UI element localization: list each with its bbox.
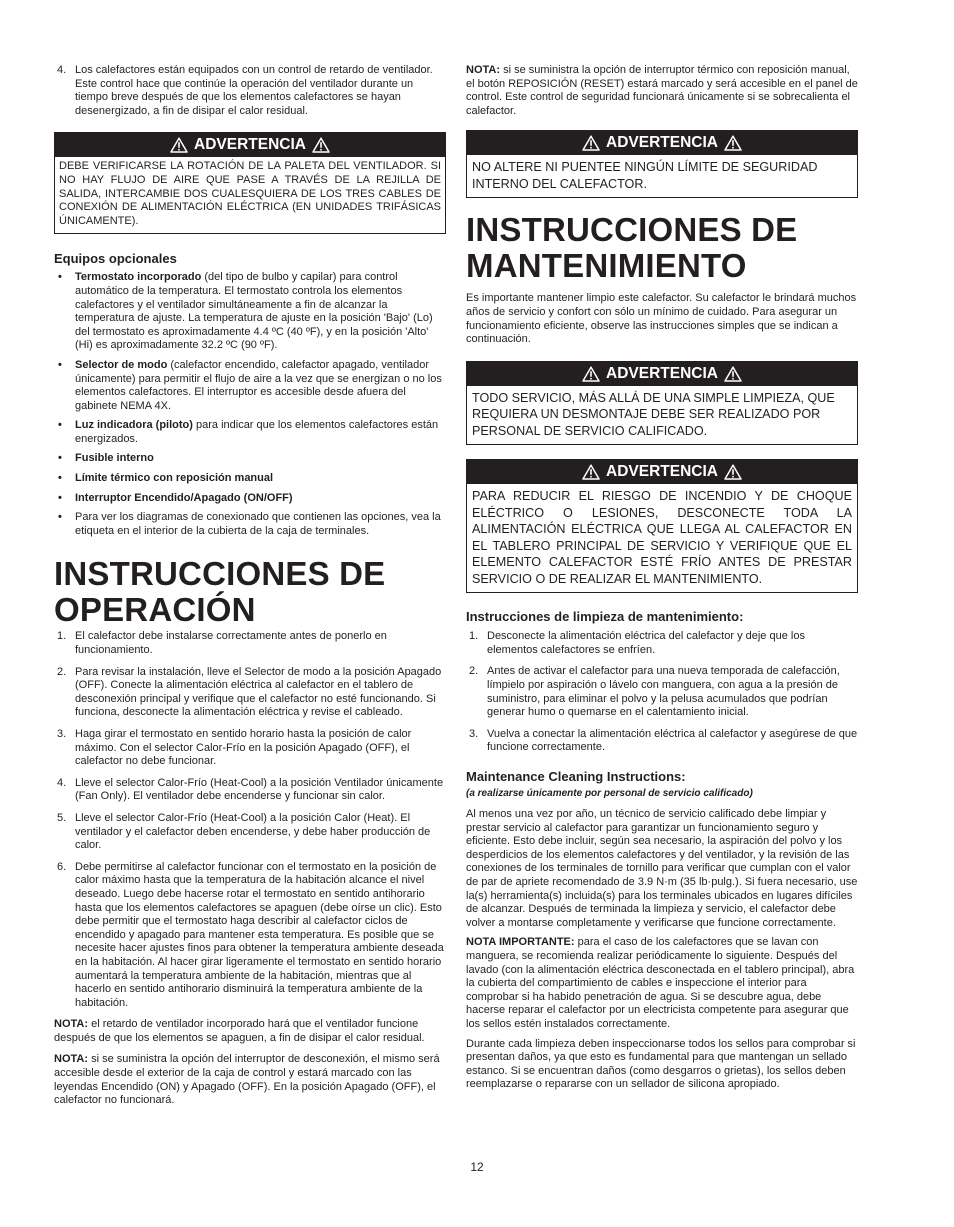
list-number: 4. [57, 776, 67, 789]
warning-triangle-icon [582, 135, 600, 151]
important-note: NOTA IMPORTANTE: para el caso de los calefactores que se lavan con manguera, se recomienda realizar periódicamente lo siguiente. Después del lavado (con la alimentación eléctrica desconectada en el tablero principal), abra la cubierta del compartimiento de cables e inspeccione el interior para comprobar si ha habido penetración de agua. Si se descubre agua, debe hacerse reparar el calefactor por un electricista competente para asegurar que los sellos estén instalados correctamente. [466, 936, 855, 1030]
section-heading-cleaning: Instrucciones de limpieza de mantenimiento: [466, 609, 744, 625]
item-label: Termostato incorporado [75, 271, 202, 284]
warning-box-safety-limit [466, 130, 858, 198]
list-item [54, 777, 446, 804]
list-item [466, 665, 858, 719]
warning-header: ADVERTENCIA [467, 131, 857, 155]
list-text: Antes de activar el calefactor para una nueva temporada de calefacción, límpielo por aspiración o lávelo con manguera, con agua a la presión de suministro, para eliminar el polvo y la pelusa acumulados que podrían generar humo o quemarse en el calentamiento inicial. [487, 665, 840, 719]
right-column [466, 64, 858, 1092]
list-item [54, 492, 446, 506]
note-disconnect-switch: NOTA: si se suministra la opción del interruptor de desconexión, el mismo será accesible desde el exterior de la caja de control y estará marcado con las leyendas Encendido (ON) y Apagado (OFF). En la posición Apagado (OFF), el calefactor no funcionará. [54, 1053, 440, 1107]
warning-triangle-icon [312, 137, 330, 153]
warning-text: TODO SERVICIO, MÁS ALLÁ DE UNA SIMPLE LIMPIEZA, QUE REQUIERA UN DESMONTAJE DEBE SER REALIZADO POR PERSONAL DE SERVICIO CALIFICADO. [472, 390, 835, 438]
list-text: Debe permitirse al calefactor funcionar con el termostato en la posición de calor máximo hasta que la temperatura de la habitación alcance el nivel deseado. Luego debe hacerse rotar el termostato en sentido antihorario hasta que los elementos calefactores se apaguen (debe oírse un clic). Esto debe permitir que el termostato haga describir al calefactor ciclos de encendido y apagado para mantener esta temperatura. Es posible que se necesite hacer ajustes finos para obtener la temperatura ambiente deseada en la habitación. Al hacer girar ligeramente el termostato en sentido horario aumentará la temperatura ambiente de la habitación, mientras que al hacerlo en sentido antihorario disminuirá la temperatura ambiente de la habitación. [75, 860, 444, 1009]
bullet: • [58, 271, 62, 284]
operation-title: INSTRUCCIONES DE OPERACIÓN [54, 555, 386, 629]
list-item [54, 472, 446, 486]
left-column [54, 64, 446, 1108]
list-item [54, 419, 446, 446]
bullet: • [58, 491, 62, 504]
list-number: 3. [57, 728, 67, 740]
warning-triangle-icon [582, 464, 600, 480]
list-text: Lleve el selector Calor-Frío (Heat-Cool) a la posición Calor (Heat). El ventilador y el calefactor deben encenderse, y debe haber producción de calor. [75, 811, 431, 852]
cleaning-steps-list [466, 630, 858, 755]
warning-triangle-icon [724, 135, 742, 151]
list-item [54, 359, 446, 413]
bullet: • [58, 452, 62, 465]
list-number: 3. [469, 727, 479, 740]
item-label: Interruptor Encendido/Apagado (ON/OFF) [75, 491, 293, 504]
item-text: (del tipo de bulbo y capilar) para control automático de la temperatura. El termostato controla los elementos calefactores y el ventilador simultáneamente a fin de alcanzar la temperatura de ajuste. La temperatura de ajuste en la posición 'Bajo' (Lo) del termostato es aproximadamente 4.4 ºC (40 ºF), y en la posición 'Alto' (Hi) es aproximadamente 32.2 ºC (90 ºF). [75, 271, 433, 352]
maintenance-title: INSTRUCCIONES DE MANTENIMIENTO [466, 211, 798, 285]
warning-header: ADVERTENCIA [467, 362, 857, 386]
list-item [54, 812, 446, 853]
section-heading-maintenance-cleaning: Maintenance Cleaning Instructions: [466, 769, 686, 784]
list-item [466, 728, 858, 755]
list-item [54, 630, 446, 657]
item-text: (calefactor encendido, calefactor apagado, ventilador únicamente) para permitir el flujo de aire a la vez que se energizan o no los elementos calefactores. El interruptor es accesible desde afuera del gabinete NEMA 4X. [75, 358, 442, 412]
continued-list [54, 64, 446, 118]
maintenance-subtitle: (a realizarse únicamente por personal de servicio calificado) [466, 788, 753, 799]
list-item: 4. Los calefactores están equipados con un control de retardo de ventilador. Este control hace que continúe la operación del ventilador durante un tiempo breve después de que los elementos calefactores se hayan desenergizado, a fin de disipar el calor residual. [57, 64, 433, 117]
note-thermal-reset: NOTA: si se suministra la opción de interruptor térmico con reposición manual, el botón REPOSICIÓN (RESET) estará marcado y será accesible en el panel de control. Este control de seguridad funcionará únicamente si se sobrecalienta el calefactor. [466, 64, 858, 117]
item-label: Fusible interno [75, 452, 154, 465]
item-label: Selector de modo [75, 358, 168, 371]
list-text: El calefactor debe instalarse correctamente antes de ponerlo en funcionamiento. [75, 630, 387, 657]
section-heading-optional-equipment: Equipos opcionales [54, 251, 177, 267]
bullet: • [58, 472, 62, 485]
list-text: Lleve el selector Calor-Frío (Heat-Cool) a la posición Ventilador únicamente (Fan Only). El ventilador debe encenderse y funcionar sin calor. [75, 776, 444, 803]
maintenance-paragraph: Al menos una vez por año, un técnico de servicio calificado debe limpiar y prestar servicio al calefactor para garantizar un funcionamiento seguro y eficiente. Esto debe incluir, según sea necesario, la aspiración del polvo y los desperdicios de los elementos calefactores y del ventilador, y la revisión de las conexiones de los terminales de tornillo para verificar que cumplan con el valor de par de apriete recomendado de 3.9 N·m (35 lb·pulg.). Si fuera necesario, use la(s) herramienta(s) incluida(s) para los terminales ubicados en lugares difíciles de alcanzar. Después de terminada la limpieza y servicio, el calefactor debe volver a montarse completamente y verificarse que funcione correctamente. [466, 808, 858, 929]
bullet: • [58, 511, 62, 524]
list-number: 6. [57, 860, 67, 873]
warning-box-qualified-service [466, 361, 858, 446]
operation-steps-list [54, 630, 446, 1010]
list-text: Vuelva a conectar la alimentación eléctrica al calefactor y asegúrese de que funcione correctamente. [487, 727, 858, 754]
list-text: Haga girar el termostato en sentido horario hasta la posición de calor máximo. Con el selector Calor-Frío en la posición Apagado (OFF), el calefactor no debe funcionar. [75, 728, 412, 768]
maintenance-intro: Es importante mantener limpio este calefactor. Su calefactor le brindará muchos años de servicio y confort con sólo un mínimo de cuidado. Para asegurar un funcionamiento eficiente, observe las instrucciones simples que se indican a continuación. [466, 292, 857, 346]
optional-equipment-list [54, 271, 446, 538]
item-text: Para ver los diagramas de conexionado que contienen las opciones, vea la etiqueta en el interior de la cubierta de la caja de terminales. [75, 511, 441, 537]
list-item [466, 630, 858, 657]
list-number: 2. [57, 665, 67, 678]
item-label: Luz indicadora (piloto) [75, 419, 193, 432]
item-text: para indicar que los elementos calefactores están energizados. [75, 419, 439, 445]
list-number: 1. [57, 630, 67, 643]
item-label: Límite térmico con reposición manual [75, 472, 274, 485]
warning-triangle-icon [582, 366, 600, 382]
warning-header: ADVERTENCIA [467, 460, 857, 484]
bullet: • [58, 358, 62, 371]
seals-paragraph: Durante cada limpieza deben inspeccionarse todos los sellos para comprobar si presentan daños, ya que esto es fundamental para que mantengan un sellado estanco. Si se encuentran daños (como desgarros o grietas), los sellos deben reemplazarse o repararse con un sellador de silicona apropiado. [466, 1037, 856, 1091]
page-number: 12 [470, 1160, 484, 1174]
warning-box-electric-shock [466, 459, 858, 593]
list-number: 2. [469, 665, 479, 678]
list-text: Para revisar la instalación, lleve el Selector de modo a la posición Apagado (OFF). Conecte la alimentación eléctrica al calefactor en el tablero de desconexión principal y verifique que el calefactor no esté funcionando. Si funciona, desconecte la alimentación eléctrica y revise el cableado. [75, 665, 442, 719]
warning-triangle-icon [170, 137, 188, 153]
warning-box-fan-rotation [54, 132, 446, 234]
list-item [54, 452, 446, 466]
note-fan-delay: NOTA: el retardo de ventilador incorporado hará que el ventilador funcione después de que los elementos se apaguen, a fin de disipar el calor residual. [54, 1018, 425, 1044]
warning-triangle-icon [724, 464, 742, 480]
list-number: 1. [469, 630, 479, 643]
list-number: 5. [57, 811, 67, 824]
list-item [54, 861, 446, 1011]
list-item [54, 728, 446, 769]
warning-header: ADVERTENCIA [55, 133, 445, 157]
list-item [54, 666, 446, 720]
warning-text: DEBE VERIFICARSE LA ROTACIÓN DE LA PALETA DEL VENTILADOR. SI NO HAY FLUJO DE AIRE QUE PASE A TRAVÉS DE LA REJILLA DE SALIDA, INTERCAMBIE DOS CUALESQUIERA DE LOS TRES CABLES DE CONEXIÓN DE ALIMENTACIÓN ELÉCTRICA (EN UNIDADES TRIFÁSICAS ÚNICAMENTE). [59, 160, 441, 227]
list-text: Desconecte la alimentación eléctrica del calefactor y deje que los elementos calefactores se enfríen. [487, 630, 805, 656]
warning-triangle-icon [724, 366, 742, 382]
list-item [54, 511, 446, 538]
warning-text: PARA REDUCIR EL RIESGO DE INCENDIO Y DE CHOQUE ELÉCTRICO O LESIONES, DESCONECTE TODA LA ALIMENTACIÓN ELÉCTRICA QUE LLEGA AL CALEFACTOR EN EL TABLERO PRINCIPAL DE SERVICIO Y VERIFIQUE QUE EL ELEMENTO CALEFACTOR ESTÉ FRÍO ANTES DE PRESTAR SERVICIO O DE REALIZAR EL MANTENIMIENTO. [472, 489, 852, 586]
bullet: • [58, 419, 62, 432]
list-item [54, 271, 446, 353]
warning-text: NO ALTERE NI PUENTEE NINGÚN LÍMITE DE SEGURIDAD INTERNO DEL CALEFACTOR. [472, 160, 818, 191]
